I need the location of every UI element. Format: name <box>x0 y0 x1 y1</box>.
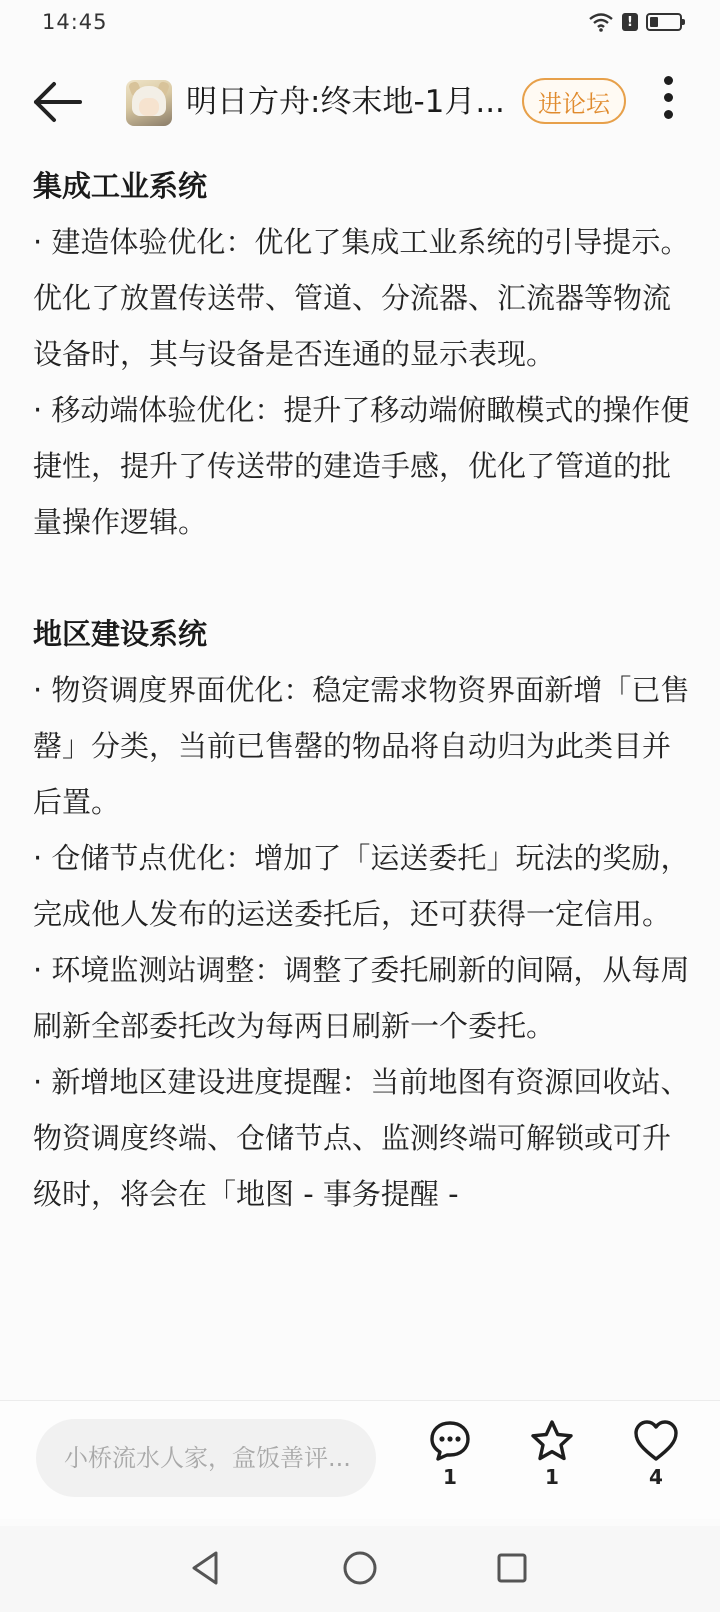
nav-back-button[interactable] <box>186 1548 226 1592</box>
like-count: 4 <box>649 1465 663 1489</box>
article-body <box>33 158 693 1222</box>
favorite-count: 1 <box>545 1465 559 1489</box>
comment-bubble-icon <box>428 1419 472 1463</box>
more-button[interactable] <box>654 76 682 132</box>
bottom-toolbar <box>0 1400 720 1519</box>
nav-recents-button[interactable] <box>492 1548 532 1592</box>
star-icon <box>529 1419 575 1463</box>
status-bar <box>0 0 720 48</box>
page-title: 明日方舟:终末地-1月... <box>186 84 505 120</box>
paragraph: · 新增地区建设进度提醒：当前地图有资源回收站、物资调度终端、仓储节点、监测终端可解锁或可升级时，将会在「地图 - 事务提醒 - <box>33 1065 690 1211</box>
battery-icon <box>646 13 682 31</box>
circle-home-icon <box>340 1548 380 1588</box>
comment-count: 1 <box>443 1465 457 1489</box>
comment-button[interactable] <box>420 1419 480 1489</box>
more-vertical-icon <box>664 76 673 85</box>
nav-home-button[interactable] <box>340 1548 380 1592</box>
back-arrow-icon <box>30 74 82 130</box>
section-heading: 集成工业系统 <box>33 169 208 203</box>
paragraph: · 环境监测站调整：调整了委托刷新的间隔，从每周刷新全部委托改为每两日刷新一个委托。 <box>33 953 690 1043</box>
system-nav-bar <box>0 1526 720 1612</box>
favorite-button[interactable] <box>522 1419 582 1489</box>
alert-icon: ! <box>622 13 638 31</box>
triangle-back-icon <box>186 1548 226 1588</box>
paragraph: · 仓储节点优化：增加了「运送委托」玩法的奖励，完成他人发布的运送委托后，还可获得一定信用。 <box>33 841 690 931</box>
comment-input[interactable]: 小桥流水人家，盒饭善评... <box>36 1419 376 1497</box>
app-avatar[interactable] <box>126 80 172 126</box>
paragraph: · 建造体验优化：优化了集成工业系统的引导提示。优化了放置传送带、管道、分流器、汇流器等物流设备时，其与设备是否连通的显示表现。 <box>33 225 690 371</box>
enter-forum-button[interactable]: 进论坛 <box>522 78 626 124</box>
status-icons <box>588 12 682 32</box>
paragraph: · 移动端体验优化：提升了移动端俯瞰模式的操作便捷性，提升了传送带的建造手感，优化了管道的批量操作逻辑。 <box>33 393 690 539</box>
square-recents-icon <box>492 1548 532 1588</box>
paragraph: · 物资调度界面优化：稳定需求物资界面新增「已售罄」分类，当前已售罄的物品将自动归为此类目并后置。 <box>33 673 690 819</box>
wifi-icon <box>588 12 614 32</box>
section-heading: 地区建设系统 <box>33 617 208 651</box>
heart-icon <box>633 1419 679 1463</box>
status-time: 14:45 <box>42 10 108 34</box>
top-bar <box>0 58 720 148</box>
like-button[interactable] <box>626 1419 686 1489</box>
back-button[interactable] <box>30 74 90 130</box>
